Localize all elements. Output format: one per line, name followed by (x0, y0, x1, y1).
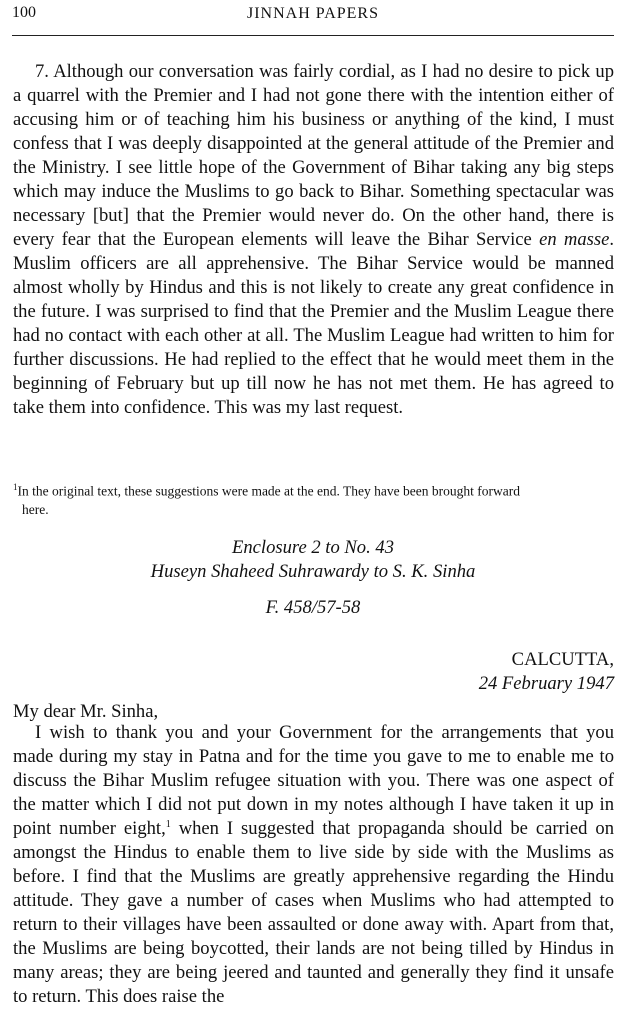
enclosure-subtitle: Huseyn Shaheed Suhrawardy to S. K. Sinha (150, 561, 476, 582)
letter-salutation: My dear Mr. Sinha, (13, 701, 159, 722)
paragraph-7-text-b: . Muslim officers are all apprehensive. The Bihar Service would be manned almost wholly by Hindus and this is not likely to create any great confidence in the future. I was surprised to find that the Premier and the Muslim League there had no contact with each other at all. The Muslim League had written to him for further discussions. He had replied to the effect that he would meet them in the beginning of February but up till now he has not met them. He has agreed to take them into confidence. This was my last request. (13, 229, 614, 418)
paragraph-7-text-a: 7. Although our conversation was fairly cordial, as I had no desire to pick up a quarrel with the Premier and I had not gone there with the intention either of accusing him or of teaching him his business or anything of the kind, I must confess that I was deeply disappointed at the general attitude of the Premier and the Ministry. I see little hope of the Government of Bihar taking any big steps which may induce the Muslims to go back to Bihar. Something spectacular was necessary [but] that the Premier would never do. On the other hand, there is every fear that the European elements will leave the Bihar Service (13, 61, 614, 250)
footnote (13, 478, 614, 519)
running-head: JINNAH PAPERS (247, 5, 379, 22)
footnote-marker: 1 (13, 482, 18, 492)
letter-body-text-a: I wish to thank you and your Government for the arrangements that you made during my stay in Patna and for the time you gave to me to enable me to discuss the Bihar Muslim refugee situation with you. There was one aspect of the matter which I did not put down in my notes although I have taken it up in point number eight, (13, 722, 614, 839)
paragraph-7-italic: en masse (539, 229, 610, 250)
letter-place: CALCUTTA, (511, 649, 614, 670)
header-rule (12, 35, 614, 36)
footnote-line-1: In the original text, these suggestions were made at the end. They have been brought forward (17, 483, 520, 499)
letter-date: 24 February 1947 (478, 673, 614, 694)
enclosure-title: Enclosure 2 to No. 43 (232, 537, 394, 558)
enclosure-reference: F. 458/57-58 (265, 597, 361, 618)
paragraph-7 (13, 60, 614, 420)
footnote-reference: 1 (165, 818, 171, 830)
footnote-line-2: here. (22, 501, 49, 517)
page-number: 100 (12, 4, 36, 21)
letter-body-text-b: when I suggested that propaganda should be carried on amongst the Hindus to enable them to live side by side with the Muslims as before. I find that the Muslims are greatly apprehensive regarding the Hindu attitude. They gave a number of cases when Muslims who had attempted to return to their villages have been assaulted or done away with. Apart from that, the Muslims are being boycotted, their lands are not being tilled by Hindus in many areas; they are being jeered and taunted and generally they find it unsafe to return. This does raise the (13, 818, 614, 1007)
letter-body (13, 721, 614, 1009)
